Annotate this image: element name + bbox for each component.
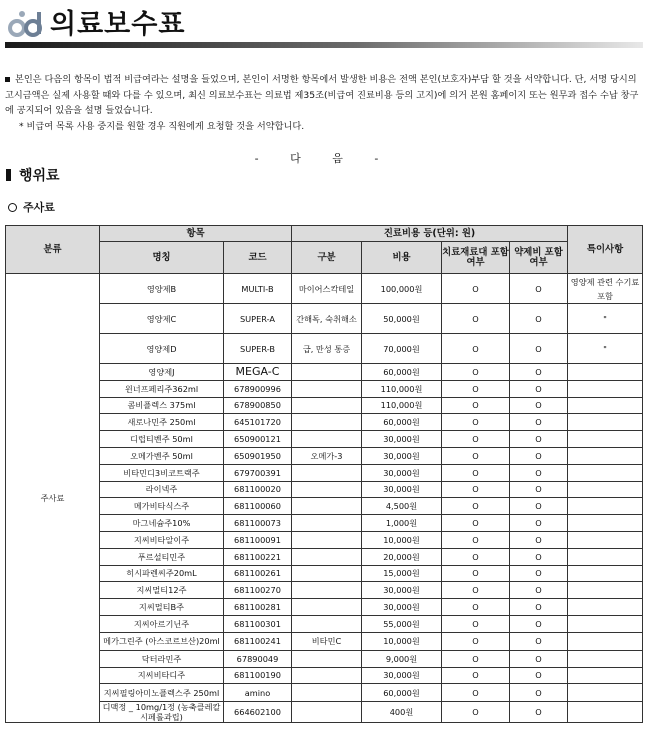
item-division: 비타민C	[292, 632, 362, 650]
item-cost: 15,000원	[362, 565, 442, 582]
item-note	[568, 380, 643, 397]
item-name: 마그네슘주10%	[100, 515, 224, 532]
item-name: 윈너프페리주362ml	[100, 380, 224, 397]
material-mark: O	[442, 582, 510, 599]
table-row	[6, 565, 643, 582]
item-cost: 60,000원	[362, 364, 442, 381]
table-row	[6, 702, 643, 723]
item-note	[568, 481, 643, 498]
item-name: 디럽티벤주 50ml	[100, 431, 224, 448]
header-category: 분류	[6, 226, 100, 274]
table-row	[6, 481, 643, 498]
item-division	[292, 531, 362, 548]
item-name: 푸르설티민주	[100, 548, 224, 565]
section-bar-icon	[6, 169, 11, 181]
item-division: 오메가-3	[292, 447, 362, 464]
section-title: 행위료	[19, 168, 60, 184]
item-name: 지씨멀티12주	[100, 582, 224, 599]
subsection-title: 주사료	[23, 201, 55, 214]
item-division	[292, 650, 362, 667]
page-header	[0, 0, 647, 44]
material-mark: O	[442, 431, 510, 448]
drug-mark: O	[510, 414, 568, 431]
drug-mark: O	[510, 702, 568, 723]
item-division	[292, 397, 362, 414]
drug-mark: O	[510, 632, 568, 650]
table-row	[6, 632, 643, 650]
divider-label: - 다 음 -	[254, 152, 393, 165]
item-note	[568, 464, 643, 481]
item-division	[292, 667, 362, 684]
subsection-heading	[8, 199, 55, 215]
drug-mark: O	[510, 667, 568, 684]
item-cost: 60,000원	[362, 414, 442, 431]
item-note	[568, 431, 643, 448]
material-mark: O	[442, 632, 510, 650]
item-name: 디맥정 _ 10mg/1정 (농축클레칼시페롤과립)	[100, 702, 224, 723]
item-cost: 10,000원	[362, 632, 442, 650]
item-name: 영양제B	[100, 274, 224, 304]
item-name: 메가그린주 (아스코르브산)20ml	[100, 632, 224, 650]
item-name: 닥터라민주	[100, 650, 224, 667]
item-note	[568, 599, 643, 616]
item-cost: 110,000원	[362, 397, 442, 414]
header-drug: 약제비 포함여부	[510, 242, 568, 274]
item-cost: 400원	[362, 702, 442, 723]
item-note	[568, 397, 643, 414]
header-special: 특이사항	[568, 226, 643, 274]
item-note	[568, 515, 643, 532]
item-note: "	[568, 334, 643, 364]
item-note	[568, 548, 643, 565]
table-row	[6, 431, 643, 448]
header-item-group: 항목	[100, 226, 292, 242]
table-row	[6, 447, 643, 464]
item-division: 간해독, 숙취해소	[292, 304, 362, 334]
consent-note: * 비급여 목록 사용 중지를 원할 경우 직원에게 요청할 것을 서약합니다.	[19, 120, 305, 132]
item-division	[292, 364, 362, 381]
item-note	[568, 702, 643, 723]
material-mark: O	[442, 334, 510, 364]
item-code: 681100261	[224, 565, 292, 582]
item-division	[292, 615, 362, 632]
item-code: SUPER-B	[224, 334, 292, 364]
header-name: 명칭	[100, 242, 224, 274]
item-division	[292, 599, 362, 616]
section-heading	[6, 165, 60, 185]
item-division	[292, 684, 362, 702]
item-code: MULTI-B	[224, 274, 292, 304]
page-title: 의료보수표	[50, 9, 186, 40]
item-code: 681100221	[224, 548, 292, 565]
item-note	[568, 531, 643, 548]
item-cost: 70,000원	[362, 334, 442, 364]
material-mark: O	[442, 464, 510, 481]
item-name: 지씨비타디주	[100, 667, 224, 684]
item-code: MEGA-C	[224, 364, 292, 381]
item-note	[568, 364, 643, 381]
drug-mark: O	[510, 447, 568, 464]
material-mark: O	[442, 447, 510, 464]
drug-mark: O	[510, 431, 568, 448]
item-note	[568, 582, 643, 599]
table-row	[6, 684, 643, 702]
table-row	[6, 364, 643, 381]
material-mark: O	[442, 481, 510, 498]
item-cost: 30,000원	[362, 481, 442, 498]
item-name: 영양제D	[100, 334, 224, 364]
item-cost: 100,000원	[362, 274, 442, 304]
item-note: "	[568, 304, 643, 334]
item-cost: 30,000원	[362, 431, 442, 448]
item-code: 679700391	[224, 464, 292, 481]
item-code: 681100020	[224, 481, 292, 498]
material-mark: O	[442, 304, 510, 334]
table-row	[6, 464, 643, 481]
table-row	[6, 599, 643, 616]
bullet-square-icon	[5, 77, 10, 82]
item-division	[292, 515, 362, 532]
item-name: 지씨멀티B주	[100, 599, 224, 616]
table-row	[6, 515, 643, 532]
consent-paragraph: 본인은 다음의 항목이 법적 비급여라는 설명을 들었으며, 본인이 서명한 항목에서 발생한 비용은 전액 본인(보호자)부담 할 것을 서약합니다. 단, 서명 당시의 고시금액은 실제 사용할 때와 다를 수 있으며, 최신 의료보수표는 의료법 제35조(비급여 진료비용 등의 고지)에 의거 본원 홈페이지 또는 원무과 접수 수납 창구에 공지되어 있음을 설명 들었습니다.	[5, 74, 639, 116]
item-name: 라이넥주	[100, 481, 224, 498]
item-note	[568, 615, 643, 632]
item-name: 영양제J	[100, 364, 224, 381]
item-cost: 55,000원	[362, 615, 442, 632]
item-cost: 1,000원	[362, 515, 442, 532]
item-name: 비타민디3비코트랙주	[100, 464, 224, 481]
fee-table	[5, 225, 643, 723]
table-row	[6, 414, 643, 431]
item-name: 지씨비타알이주	[100, 531, 224, 548]
drug-mark: O	[510, 364, 568, 381]
item-division	[292, 498, 362, 515]
item-code: 664602100	[224, 702, 292, 723]
drug-mark: O	[510, 650, 568, 667]
material-mark: O	[442, 498, 510, 515]
item-note	[568, 447, 643, 464]
table-row	[6, 397, 643, 414]
circle-bullet-icon	[8, 203, 17, 212]
item-name: 오메가벤주 50ml	[100, 447, 224, 464]
title-rule	[5, 42, 643, 48]
material-mark: O	[442, 702, 510, 723]
drug-mark: O	[510, 274, 568, 304]
item-division	[292, 380, 362, 397]
material-mark: O	[442, 615, 510, 632]
material-mark: O	[442, 397, 510, 414]
header-cost-group: 진료비용 등(단위: 원)	[292, 226, 568, 242]
item-name: 영양제C	[100, 304, 224, 334]
item-code: 678900850	[224, 397, 292, 414]
item-division: 급, 만성 통증	[292, 334, 362, 364]
drug-mark: O	[510, 515, 568, 532]
item-division	[292, 431, 362, 448]
item-division	[292, 481, 362, 498]
material-mark: O	[442, 364, 510, 381]
drug-mark: O	[510, 565, 568, 582]
item-cost: 30,000원	[362, 464, 442, 481]
item-code: 681100241	[224, 632, 292, 650]
drug-mark: O	[510, 684, 568, 702]
item-division: 마이어스칵테일	[292, 274, 362, 304]
item-code: 681100270	[224, 582, 292, 599]
item-name: 콤비플렉스 375ml	[100, 397, 224, 414]
item-division	[292, 565, 362, 582]
item-cost: 10,000원	[362, 531, 442, 548]
item-cost: 30,000원	[362, 599, 442, 616]
item-note	[568, 414, 643, 431]
item-note	[568, 684, 643, 702]
header-division: 구분	[292, 242, 362, 274]
item-name: 히시파렌씨주20mL	[100, 565, 224, 582]
material-mark: O	[442, 548, 510, 565]
item-cost: 30,000원	[362, 582, 442, 599]
table-row	[6, 498, 643, 515]
item-division	[292, 702, 362, 723]
drug-mark: O	[510, 481, 568, 498]
consent-text	[5, 72, 643, 134]
item-name: 지씨아르기닌주	[100, 615, 224, 632]
drug-mark: O	[510, 615, 568, 632]
material-mark: O	[442, 684, 510, 702]
table-row	[6, 582, 643, 599]
item-code: 681100190	[224, 667, 292, 684]
table-row	[6, 650, 643, 667]
table-row	[6, 667, 643, 684]
item-code: 681100060	[224, 498, 292, 515]
hospital-logo-icon	[8, 8, 44, 38]
item-name: 새로나민주 250ml	[100, 414, 224, 431]
item-cost: 30,000원	[362, 447, 442, 464]
item-cost: 110,000원	[362, 380, 442, 397]
material-mark: O	[442, 650, 510, 667]
item-cost: 4,500원	[362, 498, 442, 515]
material-mark: O	[442, 531, 510, 548]
item-note	[568, 632, 643, 650]
table-subheader-row	[6, 242, 643, 274]
item-code: 681100281	[224, 599, 292, 616]
table-row	[6, 334, 643, 364]
drug-mark: O	[510, 380, 568, 397]
table-row	[6, 548, 643, 565]
table-header-row	[6, 226, 643, 242]
table-row	[6, 615, 643, 632]
material-mark: O	[442, 599, 510, 616]
table-row	[6, 274, 643, 304]
item-code: SUPER-A	[224, 304, 292, 334]
drug-mark: O	[510, 599, 568, 616]
material-mark: O	[442, 380, 510, 397]
material-mark: O	[442, 515, 510, 532]
item-cost: 50,000원	[362, 304, 442, 334]
table-row	[6, 380, 643, 397]
item-note	[568, 667, 643, 684]
item-code: 650900121	[224, 431, 292, 448]
item-code: 67890049	[224, 650, 292, 667]
item-note	[568, 565, 643, 582]
item-cost: 20,000원	[362, 548, 442, 565]
material-mark: O	[442, 667, 510, 684]
item-note	[568, 498, 643, 515]
drug-mark: O	[510, 304, 568, 334]
drug-mark: O	[510, 531, 568, 548]
header-material: 치료재료대 포함여부	[442, 242, 510, 274]
drug-mark: O	[510, 464, 568, 481]
table-row	[6, 531, 643, 548]
item-name: 메가비타식스주	[100, 498, 224, 515]
material-mark: O	[442, 565, 510, 582]
item-cost: 60,000원	[362, 684, 442, 702]
item-code: 645101720	[224, 414, 292, 431]
drug-mark: O	[510, 334, 568, 364]
item-code: 681100091	[224, 531, 292, 548]
item-code: 681100301	[224, 615, 292, 632]
item-name: 지씨필링아미노플렉스주 250ml	[100, 684, 224, 702]
drug-mark: O	[510, 397, 568, 414]
item-code: 678900996	[224, 380, 292, 397]
drug-mark: O	[510, 498, 568, 515]
item-cost: 30,000원	[362, 667, 442, 684]
item-division	[292, 548, 362, 565]
item-note: 영양제 관련 수기료 포함	[568, 274, 643, 304]
item-division	[292, 414, 362, 431]
item-division	[292, 464, 362, 481]
item-cost: 9,000원	[362, 650, 442, 667]
item-code: 650901950	[224, 447, 292, 464]
item-division	[292, 582, 362, 599]
item-code: amino	[224, 684, 292, 702]
material-mark: O	[442, 414, 510, 431]
header-cost: 비용	[362, 242, 442, 274]
material-mark: O	[442, 274, 510, 304]
header-code: 코드	[224, 242, 292, 274]
item-note	[568, 650, 643, 667]
table-row	[6, 304, 643, 334]
drug-mark: O	[510, 582, 568, 599]
item-code: 681100073	[224, 515, 292, 532]
drug-mark: O	[510, 548, 568, 565]
category-cell: 주사료	[6, 274, 100, 723]
